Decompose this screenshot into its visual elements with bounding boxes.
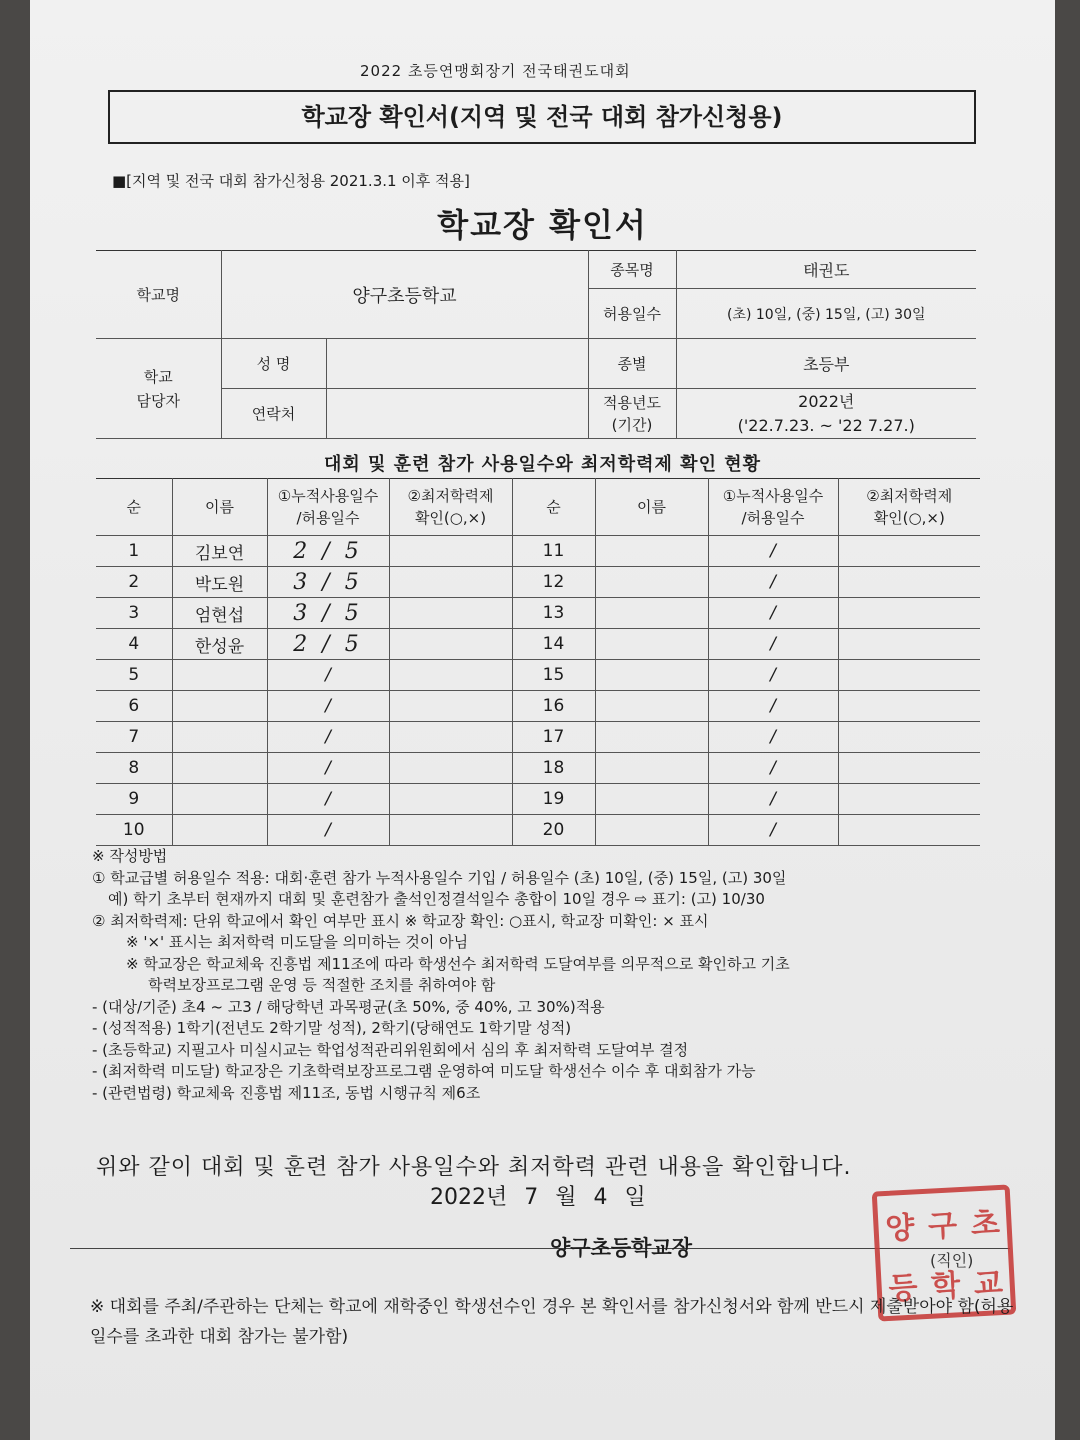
cell-num: 18: [512, 753, 595, 784]
cell-num: 3: [96, 598, 172, 629]
school-value: 양구초등학교: [221, 251, 588, 339]
cell-check: [838, 784, 980, 815]
cell-check: [389, 691, 512, 722]
cell-days: /: [708, 536, 838, 567]
cell-name: [595, 598, 708, 629]
cell-check: [838, 567, 980, 598]
header-check-left: ②최저학력제 확인(○,×): [389, 479, 512, 536]
event-title: 2022 초등연맹회장기 전국태권도대회: [360, 62, 631, 80]
cell-check: [838, 691, 980, 722]
header-days-right: ①누적사용일수 /허용일수: [708, 479, 838, 536]
cell-num: 12: [512, 567, 595, 598]
seal-char: 교: [972, 1265, 1004, 1303]
table-row: [96, 536, 980, 567]
cell-num: 8: [96, 753, 172, 784]
table-row: [96, 784, 980, 815]
cell-num: 19: [512, 784, 595, 815]
division-label: 종별: [588, 339, 676, 389]
document-paper: [30, 0, 1055, 1440]
cell-num: 17: [512, 722, 595, 753]
contact-label: 연락처: [221, 389, 326, 439]
box-title: 학교장 확인서(지역 및 전국 대회 참가신청용): [108, 90, 976, 144]
header-days-left: ①누적사용일수 /허용일수: [267, 479, 389, 536]
cell-num: 10: [96, 815, 172, 846]
cell-name: [172, 753, 267, 784]
signature-line: [70, 1248, 1010, 1249]
cell-name: 엄현섭: [172, 598, 267, 629]
cell-num: 15: [512, 660, 595, 691]
cell-num: 6: [96, 691, 172, 722]
header-num-left: 순: [96, 479, 172, 536]
cell-check: [389, 784, 512, 815]
notes-block: [92, 846, 1022, 1104]
header-name-right: 이름: [595, 479, 708, 536]
year-cell: [676, 389, 976, 439]
cell-check: [389, 629, 512, 660]
name-value: [326, 339, 588, 389]
cell-days: /: [708, 722, 838, 753]
table-row: [96, 815, 980, 846]
cell-days: /: [708, 598, 838, 629]
cell-num: 14: [512, 629, 595, 660]
seal-char: 등: [887, 1270, 919, 1307]
cell-check: [838, 660, 980, 691]
cell-days: /: [267, 660, 389, 691]
table-row: [96, 691, 980, 722]
signer-name: 양구초등학교장: [550, 1236, 693, 1260]
cell-days: /: [708, 567, 838, 598]
seal-char: 구: [927, 1208, 958, 1245]
cell-check: [389, 536, 512, 567]
cell-num: 5: [96, 660, 172, 691]
cell-name: [595, 753, 708, 784]
cell-name: [595, 567, 708, 598]
confirm-statement: 위와 같이 대회 및 훈련 참가 사용일수와 최저학력 관련 내용을 확인합니다.: [96, 1155, 852, 1180]
table-row: [96, 598, 980, 629]
cell-days: /: [708, 660, 838, 691]
cell-name: [172, 784, 267, 815]
cell-check: [838, 629, 980, 660]
cell-num: 13: [512, 598, 595, 629]
note-1a: ① 학교급별 허용일수 적용: 대회·훈련 참가 누적사용일수 기입 / 허용일수 (초) 10일, (중) 15일, (고) 30일: [92, 868, 787, 887]
contact-value: [326, 389, 588, 439]
note-4b: 학력보장프로그램 운영 등 적절한 조치를 취하여야 함: [148, 976, 496, 994]
main-title: 학교장 확인서: [437, 206, 648, 244]
footer-note: ※ 대회를 주최/주관하는 단체는 학교에 재학중인 학생선수인 경우 본 확인서를 참가신청서와 함께 반드시 제출받아야 함(허용일수를 초과한 대회 참가는 불가함): [90, 1297, 1014, 1347]
cell-num: 20: [512, 815, 595, 846]
cell-check: [838, 722, 980, 753]
cell-days: /: [708, 629, 838, 660]
usage-table: [96, 478, 980, 846]
cell-days: /: [267, 815, 389, 846]
note-4a: ※ 학교장은 학교체육 진흥법 제11조에 따라 학생선수 최저학력 도달여부를 의무적으로 확인하고 기초: [126, 954, 790, 973]
cell-name: [595, 815, 708, 846]
detail-3: - (초등학교) 지필고사 미실시교는 학업성적관리위원회에서 심의 후 최저학력 도달여부 결정: [92, 1040, 689, 1059]
header-num-right: 순: [512, 479, 595, 536]
reference-note: ■[지역 및 전국 대회 참가신청용 2021.3.1 이후 적용]: [112, 172, 470, 190]
division-value: 초등부: [676, 339, 976, 389]
cell-num: 1: [96, 536, 172, 567]
sign-date: 2022년 7 월 4 일: [430, 1185, 646, 1210]
seal-char: 양: [884, 1210, 916, 1248]
cell-check: [838, 598, 980, 629]
cell-num: 9: [96, 784, 172, 815]
cell-days: /: [267, 722, 389, 753]
notes-heading: ※ 작성방법: [92, 847, 168, 865]
cell-days: /: [267, 691, 389, 722]
cell-check: [389, 598, 512, 629]
cell-name: 김보연: [172, 536, 267, 567]
allowed-value: (초) 10일, (중) 15일, (고) 30일: [676, 289, 976, 339]
seal-char: 학: [930, 1268, 962, 1305]
cell-num: 2: [96, 567, 172, 598]
detail-1: - (대상/기준) 초4 ~ 고3 / 해당학년 과목평균(초 50%, 중 40%, 고 30%)적용: [92, 997, 605, 1016]
cell-name: [172, 691, 267, 722]
cell-name: [172, 722, 267, 753]
cell-check: [389, 753, 512, 784]
allowed-label: 허용일수: [588, 289, 676, 339]
cell-days: 2 / 5: [267, 536, 389, 567]
manager-label: 학교 담당자: [96, 339, 221, 439]
table-row: [96, 660, 980, 691]
sport-label: 종목명: [588, 251, 676, 289]
cell-name: [595, 536, 708, 567]
table-row: [96, 629, 980, 660]
year-value: 2022년: [798, 391, 855, 411]
cell-days: /: [267, 753, 389, 784]
detail-4: - (최저학력 미도달) 학교장은 기초학력보장프로그램 운영하여 미도달 학생선수 이수 후 대회참가 가능: [92, 1062, 756, 1080]
name-label: 성 명: [221, 339, 326, 389]
table-row: [96, 753, 980, 784]
cell-check: [838, 815, 980, 846]
cell-check: [389, 567, 512, 598]
note-1b: 예) 학기 초부터 현재까지 대회 및 훈련참가 출석인정결석일수 총합이 10일 경우 ⇨ 표기: (고) 10/30: [108, 890, 765, 908]
cell-name: [595, 784, 708, 815]
cell-name: [595, 660, 708, 691]
detail-2: - (성적적용) 1학기(전년도 2학기말 성적), 2학기(당해연도 1학기말 성적): [92, 1019, 572, 1037]
cell-name: [595, 629, 708, 660]
cell-name: [172, 660, 267, 691]
cell-check: [389, 722, 512, 753]
detail-5: - (관련법령) 학교체육 진흥법 제11조, 동법 시행규칙 제6조: [92, 1083, 481, 1102]
note-3: ※ '×' 표시는 최저학력 미도달을 의미하는 것이 아님: [126, 933, 469, 951]
seal-label: (직인): [930, 1251, 974, 1270]
cell-check: [389, 815, 512, 846]
header-name-left: 이름: [172, 479, 267, 536]
table-row: [96, 722, 980, 753]
cell-name: 한성윤: [172, 629, 267, 660]
cell-name: [595, 722, 708, 753]
info-table: [96, 250, 976, 439]
cell-num: 11: [512, 536, 595, 567]
period-value: ('22.7.23. ~ '22 7.27.): [737, 415, 915, 435]
cell-num: 16: [512, 691, 595, 722]
cell-num: 4: [96, 629, 172, 660]
cell-days: 3 / 5: [267, 598, 389, 629]
header-check-right: ②최저학력제 확인(○,×): [838, 479, 980, 536]
cell-num: 7: [96, 722, 172, 753]
cell-name: [172, 815, 267, 846]
usage-table-body: [96, 536, 980, 846]
sport-value: 태권도: [676, 251, 976, 289]
table-row: [96, 567, 980, 598]
cell-check: [838, 536, 980, 567]
cell-name: [595, 691, 708, 722]
year-label: 적용년도 (기간): [588, 389, 676, 439]
cell-days: 3 / 5: [267, 567, 389, 598]
seal-char: 초: [969, 1206, 1001, 1243]
cell-days: /: [708, 784, 838, 815]
cell-days: 2 / 5: [267, 629, 389, 660]
school-label: 학교명: [96, 251, 221, 339]
section-title: 대회 및 훈련 참가 사용일수와 최저학력제 확인 현황: [323, 454, 761, 475]
cell-days: /: [708, 753, 838, 784]
note-2: ② 최저학력제: 단위 학교에서 확인 여부만 표시 ※ 학교장 확인: ○표시, 학교장 미확인: × 표시: [92, 911, 709, 930]
cell-days: /: [708, 691, 838, 722]
cell-days: /: [267, 784, 389, 815]
cell-days: /: [708, 815, 838, 846]
cell-check: [389, 660, 512, 691]
cell-name: 박도원: [172, 567, 267, 598]
cell-check: [838, 753, 980, 784]
